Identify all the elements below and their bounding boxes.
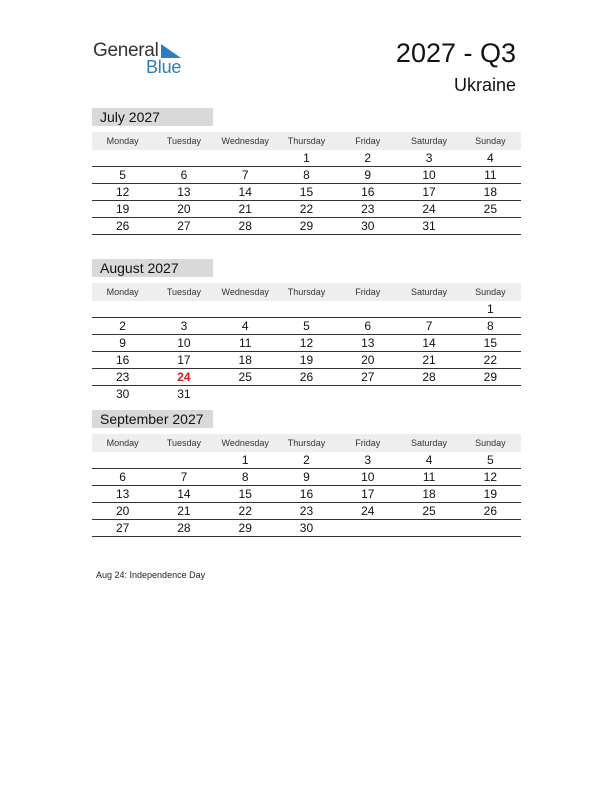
day-cell: 19 — [115, 202, 130, 216]
weekday-label: Thursday — [287, 438, 326, 448]
day-cell: 16 — [361, 185, 375, 199]
month-september — [92, 410, 521, 537]
day-cell: 25 — [422, 504, 436, 518]
day-cell: 8 — [241, 470, 249, 484]
day-cell: 2 — [364, 151, 372, 165]
day-cell: 29 — [238, 521, 252, 535]
month-july — [92, 108, 521, 235]
day-cell — [276, 301, 337, 317]
weekday-header — [92, 434, 521, 452]
holiday-note: Aug 24: Independence Day — [96, 570, 206, 580]
day-cell: 27 — [361, 370, 375, 384]
day-cell: 18 — [422, 487, 436, 501]
day-cell: 20 — [361, 353, 375, 367]
day-cell: 2 — [119, 319, 126, 333]
day-cell: 12 — [299, 336, 314, 350]
week-row — [92, 301, 521, 318]
day-cell: 2 — [303, 453, 310, 467]
day-cell: 12 — [483, 470, 497, 484]
day-cell: 1 — [241, 453, 249, 467]
week-row — [92, 520, 521, 537]
month-august — [92, 259, 521, 402]
weekday-label: Friday — [355, 136, 381, 146]
day-cell — [398, 520, 459, 536]
weekday-label: Tuesday — [166, 136, 202, 146]
country-name: Ukraine — [453, 75, 516, 95]
week-row — [92, 452, 521, 469]
weekday-label: Friday — [355, 287, 381, 297]
day-cell: 30 — [115, 387, 130, 401]
week-row — [92, 150, 521, 167]
week-row — [92, 369, 521, 386]
day-cell: 16 — [115, 353, 130, 367]
day-cell: 13 — [115, 487, 130, 501]
week-row — [92, 386, 521, 402]
day-cell: 22 — [483, 353, 497, 367]
day-cell — [215, 150, 276, 166]
day-cell: 17 — [177, 353, 191, 367]
day-cell: 23 — [115, 370, 130, 384]
day-cell: 22 — [238, 504, 252, 518]
day-cell: 30 — [361, 219, 375, 233]
week-row — [92, 335, 521, 352]
day-cell: 4 — [425, 453, 433, 467]
day-cell: 11 — [422, 470, 436, 484]
weekday-label: Sunday — [475, 438, 506, 448]
week-row — [92, 218, 521, 235]
day-cell: 5 — [486, 453, 494, 467]
month-title: August 2027 — [92, 259, 213, 277]
day-cell: 28 — [422, 370, 436, 384]
day-cell: 23 — [361, 202, 375, 216]
day-cell: 9 — [364, 168, 372, 182]
day-cell: 31 — [422, 219, 436, 233]
weekday-label: Monday — [106, 438, 139, 448]
page-title: 2027 - Q3 — [395, 38, 516, 68]
day-cell: 4 — [486, 151, 494, 165]
weekday-label: Wednesday — [221, 136, 269, 146]
day-cell: 24 — [361, 504, 375, 518]
day-cell: 14 — [422, 336, 436, 350]
day-cell: 1 — [303, 151, 310, 165]
weekday-label: Thursday — [287, 136, 326, 146]
day-cell: 25 — [238, 370, 252, 384]
day-cell: 26 — [115, 219, 130, 233]
week-row — [92, 167, 521, 184]
day-cell — [215, 301, 276, 317]
week-row — [92, 469, 521, 486]
day-cell: 1 — [486, 302, 494, 316]
weekday-label: Saturday — [411, 287, 448, 297]
day-cell — [337, 520, 398, 536]
day-cell: 17 — [422, 185, 436, 199]
day-cell: 15 — [299, 185, 314, 199]
day-cell: 20 — [115, 504, 130, 518]
week-row — [92, 201, 521, 218]
day-cell: 15 — [238, 487, 252, 501]
week-row — [92, 486, 521, 503]
weekday-label: Friday — [355, 438, 381, 448]
day-cell — [337, 386, 398, 402]
day-cell: 14 — [238, 185, 252, 199]
day-cell — [215, 386, 276, 402]
month-title: September 2027 — [92, 410, 213, 428]
day-cell: 17 — [361, 487, 375, 501]
day-cell: 27 — [177, 219, 191, 233]
day-cell: 26 — [483, 504, 497, 518]
day-cell: 18 — [238, 353, 252, 367]
day-cell: 29 — [299, 219, 314, 233]
logo-blue-text: Blue — [146, 57, 182, 77]
day-cell: 7 — [180, 470, 188, 484]
day-cell — [460, 218, 521, 234]
day-cell: 24 — [422, 202, 436, 216]
day-cell: 5 — [303, 319, 310, 333]
logo-general-text: General — [93, 40, 159, 61]
day-cell: 24 — [177, 370, 191, 384]
day-cell: 8 — [303, 168, 310, 182]
week-rows — [92, 301, 521, 402]
day-cell: 30 — [299, 521, 314, 535]
week-row — [92, 184, 521, 201]
weekday-label: Sunday — [475, 287, 506, 297]
day-cell: 27 — [115, 521, 130, 535]
day-cell: 8 — [486, 319, 494, 333]
day-cell: 19 — [483, 487, 497, 501]
day-cell: 26 — [299, 370, 314, 384]
weekday-label: Sunday — [475, 136, 506, 146]
day-cell: 29 — [483, 370, 497, 384]
day-cell: 7 — [241, 168, 249, 182]
day-cell — [398, 386, 459, 402]
day-cell: 23 — [299, 504, 314, 518]
day-cell: 19 — [299, 353, 314, 367]
week-rows — [92, 150, 521, 235]
day-cell: 21 — [177, 504, 191, 518]
week-row — [92, 318, 521, 335]
day-cell — [153, 150, 214, 166]
day-cell: 6 — [180, 168, 188, 182]
day-cell: 25 — [483, 202, 497, 216]
day-cell: 7 — [425, 319, 433, 333]
day-cell: 13 — [177, 185, 191, 199]
weekday-label: Thursday — [287, 287, 326, 297]
weekday-label: Saturday — [411, 136, 448, 146]
day-cell — [460, 520, 521, 536]
weekday-label: Monday — [106, 287, 139, 297]
day-cell — [92, 452, 153, 468]
day-cell — [398, 301, 459, 317]
weekday-label: Tuesday — [166, 287, 202, 297]
logo — [93, 40, 193, 80]
week-row — [92, 352, 521, 369]
day-cell: 6 — [364, 319, 372, 333]
week-rows — [92, 452, 521, 537]
weekday-label: Saturday — [411, 438, 448, 448]
day-cell: 4 — [241, 319, 249, 333]
day-cell: 9 — [303, 470, 310, 484]
day-cell: 21 — [422, 353, 436, 367]
weekday-label: Wednesday — [221, 438, 269, 448]
day-cell: 3 — [180, 319, 188, 333]
day-cell — [337, 301, 398, 317]
day-cell: 22 — [299, 202, 314, 216]
day-cell: 10 — [422, 168, 436, 182]
day-cell: 28 — [238, 219, 252, 233]
day-cell: 20 — [177, 202, 191, 216]
day-cell — [153, 301, 214, 317]
weekday-label: Wednesday — [221, 287, 269, 297]
day-cell: 11 — [238, 336, 252, 350]
day-cell: 5 — [119, 168, 126, 182]
day-cell: 3 — [364, 453, 372, 467]
weekday-header — [92, 283, 521, 301]
day-cell: 31 — [177, 387, 191, 401]
day-cell — [92, 150, 153, 166]
week-row — [92, 503, 521, 520]
weekday-header — [92, 132, 521, 150]
day-cell — [460, 386, 521, 402]
day-cell: 28 — [177, 521, 191, 535]
day-cell: 13 — [361, 336, 375, 350]
day-cell: 3 — [425, 151, 433, 165]
day-cell: 21 — [238, 202, 252, 216]
day-cell: 9 — [119, 336, 126, 350]
day-cell: 6 — [119, 470, 126, 484]
day-cell: 16 — [299, 487, 314, 501]
weekday-label: Tuesday — [166, 438, 202, 448]
day-cell — [92, 301, 153, 317]
day-cell: 14 — [177, 487, 191, 501]
day-cell: 11 — [484, 168, 497, 182]
day-cell — [153, 452, 214, 468]
day-cell: 12 — [115, 185, 130, 199]
day-cell: 18 — [483, 185, 497, 199]
day-cell: 10 — [361, 470, 375, 484]
weekday-label: Monday — [106, 136, 139, 146]
day-cell: 15 — [483, 336, 497, 350]
day-cell — [276, 386, 337, 402]
day-cell: 10 — [177, 336, 191, 350]
month-title: July 2027 — [92, 108, 213, 126]
